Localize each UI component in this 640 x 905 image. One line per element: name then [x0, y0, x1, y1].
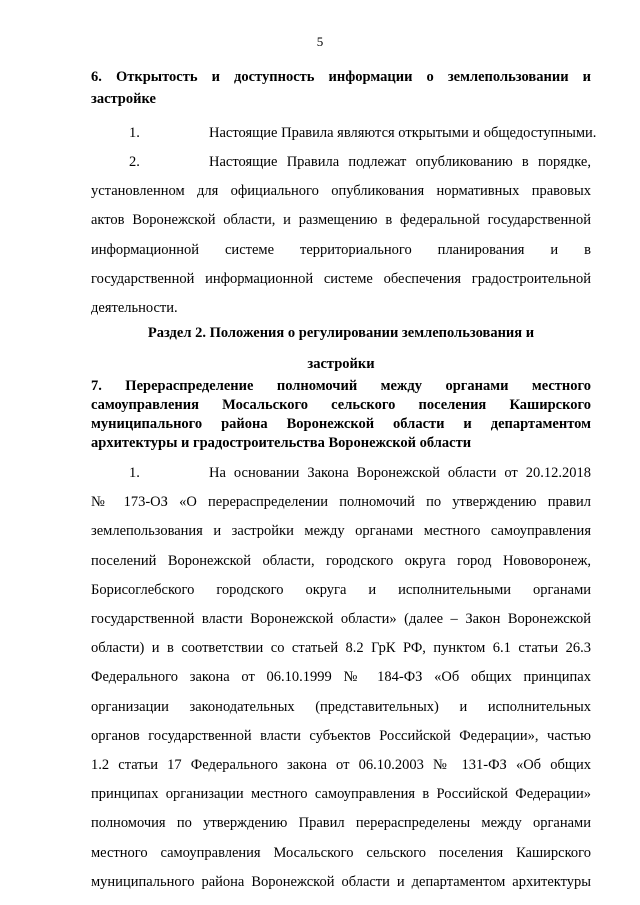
paragraph-line: государственной власти Воронежской области» (далее – Закон Воронежской	[91, 611, 591, 628]
heading-line: 7. Перераспределение полномочий между органами местного	[91, 378, 591, 394]
heading-line: 6. Открытость и доступность информации о землепользовании и	[91, 69, 591, 85]
paragraph-line	[91, 459, 591, 488]
paragraph-line: полномочия по утверждению Правил перераспределены между органами	[91, 815, 591, 832]
paragraph-line: Борисоглебского городского округа и исполнительными органами	[91, 581, 591, 598]
section-7-heading	[91, 377, 591, 453]
item-number: 2.	[129, 154, 140, 170]
paragraph-line: актов Воронежской области, и размещению в федеральной государственной	[91, 212, 591, 229]
title-line: застройки	[307, 355, 375, 372]
paragraph-line: информационной системе территориального планирования и в	[91, 241, 591, 258]
paragraph-line: землепользования и застройки между органами местного самоуправления	[91, 523, 591, 540]
paragraph-line	[91, 148, 591, 177]
page-number: 5	[316, 34, 324, 49]
paragraph-line: муниципального района Воронежской области и департаментом архитектуры	[91, 873, 591, 890]
heading-line: самоуправления Мосальского сельского поселения Каширского	[91, 397, 591, 413]
paragraph-line: области) и в соответствии со статьей 8.2 ГрК РФ, пунктом 6.1 статьи 26.3	[91, 640, 591, 657]
section-6-heading	[91, 66, 591, 110]
paragraph-line: поселений Воронежской области, городского округа город Нововоронеж,	[91, 552, 591, 569]
paragraph-line: государственной информационной системе обеспечения градостроительной	[91, 270, 591, 287]
paragraph-line: № 173-ОЗ «О перераспределении полномочий по утверждению правил	[91, 494, 591, 511]
section-7-item-1	[91, 459, 591, 897]
paragraph-line: 1.2 статьи 17 Федерального закона от 06.10.2003 № 131-ФЗ «Об общих	[91, 757, 591, 774]
item-text: Настоящие Правила подлежат опубликованию в порядке,	[209, 154, 591, 170]
section-6-item-2	[91, 148, 591, 323]
paragraph-line: деятельности.	[91, 300, 178, 317]
paragraph-line: Федерального закона от 06.10.1999 № 184-ФЗ «Об общих принципах	[91, 669, 591, 686]
title-line: Раздел 2. Положения о регулировании землепользования и	[147, 325, 535, 341]
item-number: 1.	[129, 465, 140, 481]
section-6-item-1	[91, 119, 597, 148]
item-number: 1.	[129, 125, 140, 141]
paragraph-line: органов государственной власти субъектов Российской Федерации», частью	[91, 727, 591, 744]
heading-line: муниципального района Воронежской области и департаментом	[91, 416, 591, 432]
heading-line: застройке	[91, 91, 156, 107]
item-text: Настоящие Правила являются открытыми и общедоступными.	[209, 125, 597, 141]
part-2-title	[91, 318, 591, 379]
paragraph-line: принципах организации местного самоуправления в Российской Федерации»	[91, 786, 591, 803]
paragraph-line: установленном для официального опубликования нормативных правовых	[91, 183, 591, 200]
heading-line: архитектуры и градостроительства Воронежской области	[91, 435, 472, 451]
paragraph-line: местного самоуправления Мосальского сельского поселения Каширского	[91, 844, 591, 861]
paragraph-line	[91, 119, 597, 148]
paragraph-line: организации законодательных (представительных) и исполнительных	[91, 698, 591, 715]
item-text: На основании Закона Воронежской области от 20.12.2018	[209, 465, 591, 481]
